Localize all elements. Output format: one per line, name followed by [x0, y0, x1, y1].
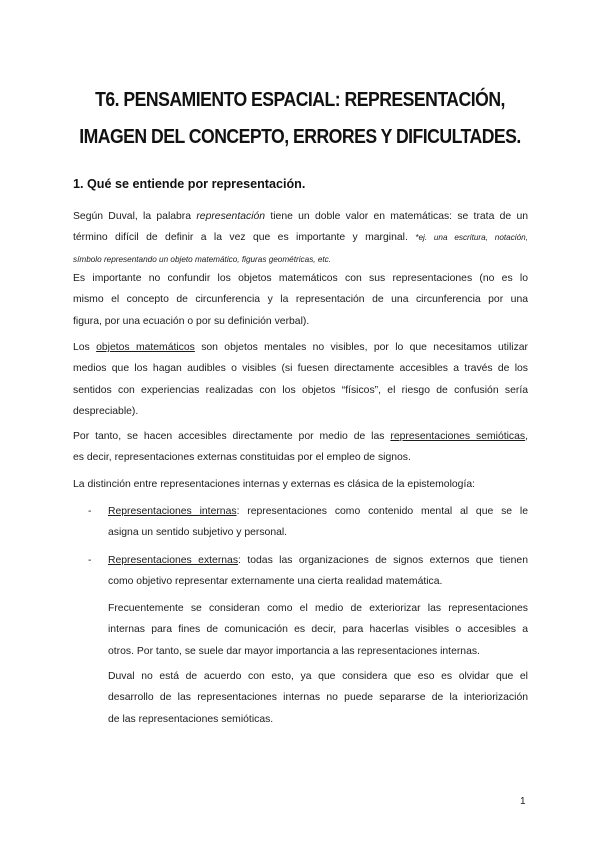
- text-span: término difícil de definir a la vez que es importante y marginal.: [73, 232, 416, 244]
- text-line: [73, 426, 528, 447]
- text-line: medios que los hagan audibles o visibles (si fuesen directamente accesibles a través de los: [73, 363, 528, 375]
- text-line: [108, 550, 528, 571]
- paragraph-duval-definition: [73, 206, 528, 270]
- paragraph-duval-disagrees: [108, 666, 528, 730]
- text-line: internas para fines de comunicación es decir, para hacerlas visibles o accesibles a: [108, 624, 528, 636]
- underlined-term: representaciones semióticas: [390, 431, 526, 442]
- text-line: sentidos con experiencias realizadas con los objetos “físicos”, el riesgo de confusión sería: [73, 384, 528, 396]
- text-line: Duval no está de acuerdo con esto, ya que considera que eso es olvidar que el: [108, 671, 528, 682]
- example-note: *ej. una escritura, notación,: [415, 233, 528, 243]
- list-dash: -: [88, 506, 92, 517]
- text-line: otros. Por tanto, se suele dar mayor importancia a las representaciones internas.: [108, 645, 480, 657]
- text-line: desarrollo de las representaciones internas no puede separarse de la interiorización: [108, 692, 528, 704]
- underlined-term: objetos matemáticos: [96, 342, 195, 353]
- emphasis-term: representación: [196, 211, 266, 222]
- text-span: : todas las organizaciones de signos externos que tienen: [238, 555, 528, 566]
- text-line: despreciable).: [73, 406, 139, 418]
- text-line: Frecuentemente se consideran como el medio de exteriorizar las representaciones: [108, 603, 528, 614]
- list-dash: -: [88, 555, 92, 566]
- list-item-internal-representations: [108, 501, 528, 544]
- text-span: Según Duval, la palabra: [73, 211, 197, 222]
- document-title-line-2: IMAGEN DEL CONCEPTO, ERRORES Y DIFICULTADES.: [79, 125, 521, 148]
- underlined-term: Representaciones internas: [108, 506, 237, 517]
- list-item-external-representations: [108, 550, 528, 593]
- text-line: de las representaciones semióticas.: [108, 713, 274, 725]
- text-span: son objetos mentales no visibles, por lo que necesitamos utilizar: [194, 342, 529, 353]
- page-number: 1: [520, 796, 526, 807]
- section-heading: 1. Qué se entiende por representación.: [73, 177, 306, 191]
- text-span: Por tanto, se hacen accesibles directamente por medio de las: [73, 431, 391, 442]
- text-line: asigna un sentido subjetivo y personal.: [108, 527, 288, 539]
- example-note: símbolo representando un objeto matemático, figuras geométricas, etc.: [73, 254, 332, 264]
- text-line: [73, 206, 528, 227]
- text-line: mismo el concepto de circunferencia y la representación de una circunferencia por una: [73, 294, 528, 306]
- paragraph-exteriorize: [108, 598, 528, 662]
- paragraph-mathematical-objects: [73, 337, 528, 423]
- underlined-term: Representaciones externas: [108, 555, 239, 566]
- paragraph-semiotic-representations: [73, 426, 528, 469]
- text-span: ,: [525, 431, 528, 442]
- text-span: Los: [73, 342, 97, 353]
- paragraph-distinction: [73, 474, 528, 495]
- text-span: : representaciones como contenido mental al que se le: [236, 506, 528, 517]
- text-line: como objetivo representar externamente una cierta realidad matemática.: [108, 576, 443, 588]
- document-title-line-1: T6. PENSAMIENTO ESPACIAL: REPRESENTACIÓN,: [95, 88, 505, 111]
- paragraph-objects-vs-representations: [73, 268, 528, 332]
- text-line: Es importante no confundir los objetos matemáticos con sus representaciones (no es lo: [73, 273, 528, 284]
- text-line: figura, por una ecuación o por su definición verbal).: [73, 315, 310, 327]
- text-line: [108, 501, 528, 522]
- text-span: tiene un doble valor en matemáticas: se trata de un: [265, 211, 528, 222]
- text-line: La distinción entre representaciones internas y externas es clásica de la epistemología:: [73, 479, 475, 490]
- text-line: [73, 337, 528, 358]
- text-line: [73, 227, 528, 248]
- text-line: es decir, representaciones externas constituidas por el empleo de signos.: [73, 452, 411, 464]
